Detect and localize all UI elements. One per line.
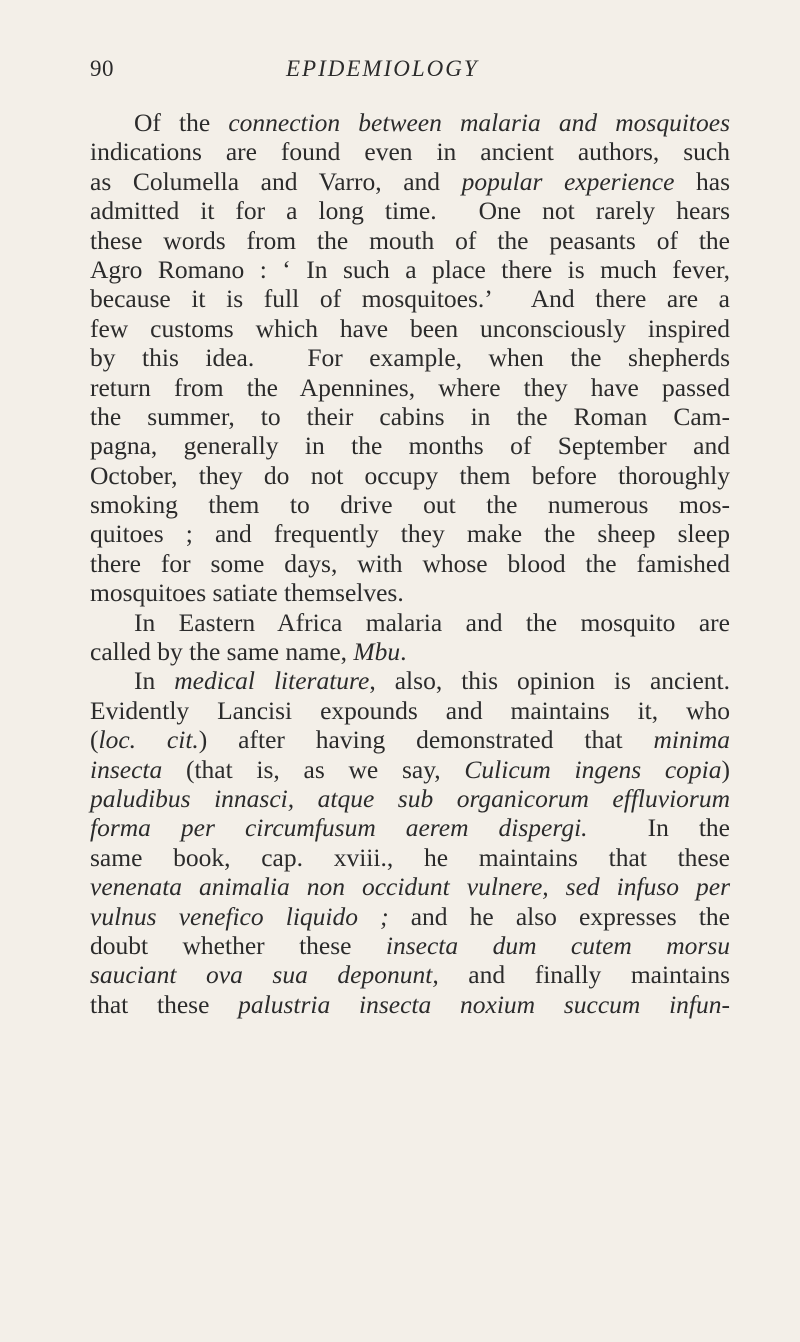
running-head xyxy=(90,52,730,92)
italic-text-span: forma per circumfusum aerem dispergi. xyxy=(90,813,588,843)
text-span: because it is full of mosquitoes.’ And there are a xyxy=(90,284,730,314)
text-line xyxy=(90,931,730,960)
text-line xyxy=(90,990,730,1019)
text-span: smoking them to drive out the numerous mos- xyxy=(90,490,730,520)
text-line xyxy=(90,696,730,725)
text-span: there for some days, with whose blood the famished xyxy=(90,548,730,578)
text-span: Evidently Lancisi expounds and maintains it, who xyxy=(90,695,730,725)
text-span: same book, cap. xviii., he maintains that these xyxy=(90,842,730,872)
text-span: that these xyxy=(90,989,239,1019)
text-line xyxy=(90,373,730,402)
text-span: (that is, as we say, xyxy=(162,754,465,784)
text-span: return from the Apennines, where they have passed xyxy=(90,372,730,402)
italic-text-span: paludibus innasci, atque sub organicorum effluviorum xyxy=(90,783,730,813)
text-line xyxy=(90,872,730,901)
text-line xyxy=(90,196,730,225)
text-span: pagna, generally in the months of September and xyxy=(90,431,730,461)
text-span: the summer, to their cabins in the Roman Cam- xyxy=(90,401,730,431)
text-span: . xyxy=(400,637,407,667)
text-line xyxy=(90,902,730,931)
text-line xyxy=(90,402,730,431)
text-line xyxy=(90,960,730,989)
italic-text-span: venenata animalia non occidunt vulnere, sed infuso per xyxy=(90,872,730,902)
text-line xyxy=(90,490,730,519)
text-line xyxy=(90,167,730,196)
text-span: and he also expresses the xyxy=(388,901,730,931)
text-span: by this idea. For example, when the shepherds xyxy=(90,343,730,373)
text-line xyxy=(90,108,730,137)
text-line xyxy=(90,519,730,548)
text-span: Of the xyxy=(134,108,229,137)
text-line xyxy=(90,608,730,637)
text-span: indications are found even in ancient authors, such xyxy=(90,137,730,167)
text-span: ) after having demonstrated that xyxy=(198,725,654,755)
text-line xyxy=(90,343,730,372)
text-span: quitoes ; and frequently they make the sheep sleep xyxy=(90,519,730,549)
text-line xyxy=(90,637,730,666)
italic-text-span: Mbu xyxy=(353,637,401,667)
text-line xyxy=(90,549,730,578)
italic-text-span: vulnus venefico liquido ; xyxy=(90,901,389,931)
page-number: 90 xyxy=(90,56,114,81)
text-line xyxy=(90,255,730,284)
text-line xyxy=(90,784,730,813)
text-span: mosquitoes satiate themselves. xyxy=(90,578,404,608)
italic-text-span: sauciant ova sua deponunt, xyxy=(90,960,439,990)
italic-text-span: insecta dum cutem morsu xyxy=(385,930,730,960)
running-title: EPIDEMIOLOGY xyxy=(286,56,479,81)
text-line xyxy=(90,284,730,313)
text-line xyxy=(90,314,730,343)
italic-text-span: Culicum ingens copia xyxy=(464,754,722,784)
text-span: doubt whether these xyxy=(90,930,386,960)
text-line xyxy=(90,578,730,607)
text-line xyxy=(90,843,730,872)
italic-text-span: medical literature xyxy=(174,666,370,696)
text-span: ( xyxy=(90,725,99,755)
italic-text-span: popular experience xyxy=(461,166,675,196)
text-span: has xyxy=(674,166,730,196)
text-span: and finally maintains xyxy=(438,960,730,990)
text-span: ) xyxy=(721,754,730,784)
text-span: called by the same name, xyxy=(90,637,354,667)
text-line xyxy=(90,226,730,255)
text-span: few customs which have been unconsciously inspired xyxy=(90,313,730,343)
text-span: , also, this opinion is ancient. xyxy=(369,666,730,696)
text-line xyxy=(90,813,730,842)
italic-text-span: minima xyxy=(653,725,730,755)
italic-text-span: loc. cit. xyxy=(98,725,199,755)
text-line xyxy=(90,755,730,784)
text-span: these words from the mouth of the peasants of the xyxy=(90,225,730,255)
text-span: admitted it for a long time. One not rarely hears xyxy=(90,196,730,226)
italic-text-span: connection between malaria and mosquitoes xyxy=(228,108,730,137)
text-span: In Eastern Africa malaria and the mosquito are xyxy=(134,607,730,637)
text-span: In the xyxy=(587,813,730,843)
text-line xyxy=(90,666,730,695)
body-text xyxy=(90,108,730,1019)
text-span: as Columella and Varro, and xyxy=(90,166,462,196)
text-line xyxy=(90,431,730,460)
text-line xyxy=(90,461,730,490)
italic-text-span: palustria insecta noxium succum infun- xyxy=(238,989,730,1019)
text-line xyxy=(90,725,730,754)
text-line xyxy=(90,137,730,166)
text-span: October, they do not occupy them before thoroughly xyxy=(90,460,730,490)
text-span: Agro Romano : ‘ In such a place there is much fever, xyxy=(90,254,730,284)
text-span: In xyxy=(134,666,175,696)
italic-text-span: insecta xyxy=(90,754,163,784)
